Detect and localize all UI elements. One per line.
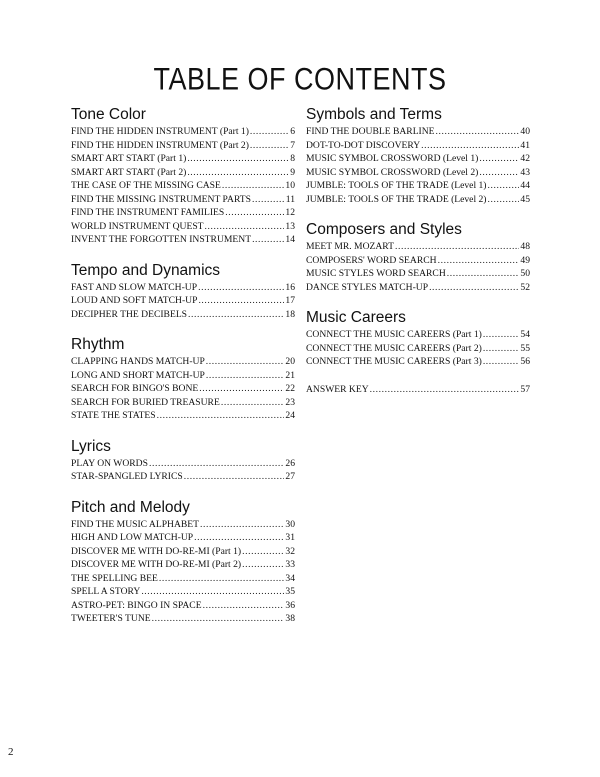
toc-entry xyxy=(71,294,295,308)
toc-section-symbols-and-terms xyxy=(306,104,530,206)
toc-entry-page: 40 xyxy=(520,126,530,137)
toc-entry xyxy=(71,382,295,396)
toc-entry-title: WORLD INSTRUMENT QUEST xyxy=(71,220,204,232)
toc-entry-title: SEARCH FOR BINGO'S BONE xyxy=(71,383,199,394)
toc-entry-page: 32 xyxy=(285,545,295,557)
dot-leader xyxy=(205,369,285,383)
toc-entry xyxy=(306,152,530,166)
dot-leader xyxy=(482,328,520,342)
toc-entry-title: JUMBLE: TOOLS OF THE TRADE (Level 2) xyxy=(306,193,487,205)
toc-entry xyxy=(306,179,530,193)
toc-entry xyxy=(71,531,295,545)
toc-entry xyxy=(71,220,295,234)
toc-entry xyxy=(71,179,295,193)
toc-entry xyxy=(306,139,530,153)
toc-entry-title: FIND THE HIDDEN INSTRUMENT (Part 2) xyxy=(71,139,249,151)
toc-entry-title: THE SPELLING BEE xyxy=(71,572,158,584)
dot-leader xyxy=(394,240,519,254)
section-heading: Tone Color xyxy=(71,106,146,123)
toc-entry xyxy=(71,355,295,369)
toc-entry-title: DANCE STYLES MATCH-UP xyxy=(306,281,429,293)
toc-entry xyxy=(71,281,295,295)
dot-leader xyxy=(220,396,285,410)
toc-entry-page: 50 xyxy=(520,268,530,279)
toc-section-pitch-and-melody xyxy=(71,497,295,626)
toc-entry-title: CONNECT THE MUSIC CAREERS (Part 2) xyxy=(306,342,482,354)
toc-entry-page: 38 xyxy=(285,613,295,624)
dot-leader xyxy=(224,206,284,220)
dot-leader xyxy=(249,139,289,153)
toc-entry xyxy=(71,139,295,153)
dot-leader xyxy=(205,355,285,369)
dot-leader xyxy=(186,152,289,166)
toc-entry xyxy=(71,125,295,139)
dot-leader xyxy=(221,179,285,193)
toc-entry-title: FIND THE MUSIC ALPHABET xyxy=(71,518,200,530)
toc-entry-page: 56 xyxy=(520,356,530,367)
toc-entry xyxy=(71,308,295,322)
dot-leader xyxy=(241,558,284,572)
section-heading: Lyrics xyxy=(71,437,111,455)
dot-leader xyxy=(183,470,285,484)
toc-entry-page: 54 xyxy=(520,329,530,340)
dot-leader xyxy=(202,599,285,613)
toc-entry xyxy=(306,125,530,139)
toc-section-lyrics xyxy=(71,436,295,484)
dot-leader xyxy=(482,355,520,369)
toc-entry-title: SMART ART START (Part 2) xyxy=(71,166,187,178)
toc-entry-page: 35 xyxy=(285,586,295,597)
toc-entry xyxy=(71,206,295,220)
toc-entry-title: JUMBLE: TOOLS OF THE TRADE (Level 1) xyxy=(306,180,487,191)
toc-entry-title: HIGH AND LOW MATCH-UP xyxy=(71,532,194,543)
toc-entry-title: MUSIC SYMBOL CROSSWORD (Level 2) xyxy=(306,166,479,178)
toc-entry xyxy=(71,152,295,166)
toc-entry-title: SPELL A STORY xyxy=(71,586,141,597)
toc-entry-title: FIND THE DOUBLE BARLINE xyxy=(306,126,435,137)
toc-entry-title: TWEETER'S TUNE xyxy=(71,613,151,624)
toc-entry-page: 30 xyxy=(285,518,295,530)
toc-entry-page: 10 xyxy=(285,180,295,191)
toc-entry xyxy=(71,233,295,247)
dot-leader xyxy=(151,612,285,626)
toc-entry-page: 12 xyxy=(285,207,295,218)
toc-entry xyxy=(71,545,295,559)
toc-entry xyxy=(71,599,295,613)
toc-entry xyxy=(306,355,530,369)
toc-entry-page: 20 xyxy=(285,356,295,367)
toc-entry-page: 13 xyxy=(285,220,295,232)
toc-entry xyxy=(71,409,295,423)
toc-entry xyxy=(71,457,295,471)
toc-entry xyxy=(71,585,295,599)
toc-entry xyxy=(71,572,295,586)
dot-leader xyxy=(437,254,520,268)
toc-entry xyxy=(71,558,295,572)
dot-leader xyxy=(187,308,284,322)
toc-right-column xyxy=(306,104,530,396)
toc-entry-page: 9 xyxy=(290,166,295,178)
toc-entry-title: THE CASE OF THE MISSING CASE xyxy=(71,180,221,191)
dot-leader xyxy=(251,233,284,247)
dot-leader xyxy=(428,281,519,295)
dot-leader xyxy=(193,531,284,545)
page-title: TABLE OF CONTENTS xyxy=(153,61,447,97)
dot-leader xyxy=(487,193,520,207)
toc-entry xyxy=(71,369,295,383)
toc-entry xyxy=(306,383,530,397)
toc-entry-title: INVENT THE FORGOTTEN INSTRUMENT xyxy=(71,234,252,245)
toc-entry xyxy=(306,166,530,180)
toc-entry xyxy=(306,342,530,356)
toc-entry-title: CLAPPING HANDS MATCH-UP xyxy=(71,356,205,367)
dot-leader xyxy=(435,125,520,139)
toc-entry-title: MUSIC STYLES WORD SEARCH xyxy=(306,268,446,279)
dot-leader xyxy=(249,125,289,139)
dot-leader xyxy=(156,409,285,423)
toc-entry xyxy=(71,166,295,180)
dot-leader xyxy=(186,166,289,180)
toc-entry xyxy=(71,470,295,484)
toc-entry-title: ASTRO-PET: BINGO IN SPACE xyxy=(71,599,202,611)
toc-entry-page: 42 xyxy=(520,153,530,164)
toc-entry xyxy=(71,612,295,626)
toc-entry-title: SEARCH FOR BURIED TREASURE xyxy=(71,396,220,408)
toc-entry-page: 33 xyxy=(285,559,295,570)
toc-entry xyxy=(306,193,530,207)
toc-entry-title: ANSWER KEY xyxy=(306,383,369,395)
toc-entry-page: 48 xyxy=(520,241,530,252)
toc-entry xyxy=(71,396,295,410)
dot-leader xyxy=(482,342,520,356)
toc-entry xyxy=(306,328,530,342)
dot-leader xyxy=(251,193,285,207)
toc-entry xyxy=(306,254,530,268)
toc-section-composers-and-styles xyxy=(306,219,530,294)
toc-entry-title: SMART ART START (Part 1) xyxy=(71,153,187,164)
toc-entry-page: 11 xyxy=(285,193,295,205)
toc-entry-title: STATE THE STATES xyxy=(71,410,156,421)
toc-entry-page: 41 xyxy=(520,139,530,151)
dot-leader xyxy=(140,585,284,599)
dot-leader xyxy=(420,139,519,153)
dot-leader xyxy=(478,166,519,180)
toc-entry-page: 27 xyxy=(285,471,295,482)
toc-entry-page: 26 xyxy=(285,457,295,469)
toc-entry-page: 44 xyxy=(520,180,530,191)
section-heading: Music Careers xyxy=(306,309,406,326)
dot-leader xyxy=(487,179,520,193)
dot-leader xyxy=(446,267,520,281)
dot-leader xyxy=(158,572,285,586)
toc-entry-page: 21 xyxy=(285,369,295,381)
toc-section-music-careers xyxy=(306,307,530,369)
dot-leader xyxy=(197,294,284,308)
toc-entry xyxy=(71,193,295,207)
dot-leader xyxy=(199,518,284,532)
dot-leader xyxy=(198,382,284,396)
toc-entry-page: 18 xyxy=(285,308,295,320)
toc-entry-title: CONNECT THE MUSIC CAREERS (Part 1) xyxy=(306,329,482,340)
toc-entry-page: 55 xyxy=(520,342,530,354)
toc-entry-page: 43 xyxy=(520,166,530,178)
section-heading: Rhythm xyxy=(71,336,125,353)
toc-entry-page: 57 xyxy=(520,383,530,395)
toc-entry xyxy=(306,240,530,254)
toc-entry-page: 14 xyxy=(285,234,295,245)
dot-leader xyxy=(369,383,520,397)
dot-leader xyxy=(478,152,519,166)
toc-entry-page: 34 xyxy=(285,572,295,584)
toc-entry-title: FIND THE INSTRUMENT FAMILIES xyxy=(71,207,225,218)
toc-entry-page: 16 xyxy=(285,281,295,293)
toc-entry-title: DECIPHER THE DECIBELS xyxy=(71,308,188,320)
dot-leader xyxy=(197,281,284,295)
toc-entry-title: DISCOVER ME WITH DO-RE-MI (Part 2) xyxy=(71,559,242,570)
toc-entry-title: MUSIC SYMBOL CROSSWORD (Level 1) xyxy=(306,153,479,164)
toc-entry-title: MEET MR. MOZART xyxy=(306,241,394,252)
toc-left-column xyxy=(71,104,295,626)
toc-entry-title: FIND THE MISSING INSTRUMENT PARTS xyxy=(71,193,251,205)
toc-entry-page: 17 xyxy=(285,295,295,306)
toc-entry-page: 31 xyxy=(285,532,295,543)
toc-entry-title: DOT-TO-DOT DISCOVERY xyxy=(306,139,421,151)
toc-entry-title: LONG AND SHORT MATCH-UP xyxy=(71,369,205,381)
toc-answer-key xyxy=(306,383,530,397)
section-heading: Symbols and Terms xyxy=(306,106,442,123)
toc-section-tempo-and-dynamics xyxy=(71,260,295,322)
toc-entry xyxy=(71,518,295,532)
toc-entry-title: DISCOVER ME WITH DO-RE-MI (Part 1) xyxy=(71,545,242,557)
section-heading: Tempo and Dynamics xyxy=(71,261,221,279)
section-heading: Composers and Styles xyxy=(306,221,462,238)
toc-entry-title: STAR-SPANGLED LYRICS xyxy=(71,471,183,482)
toc-entry-page: 6 xyxy=(290,126,295,137)
toc-entry-page: 23 xyxy=(285,396,295,408)
toc-entry xyxy=(306,267,530,281)
page-number: 2 xyxy=(8,746,14,758)
toc-entry-page: 52 xyxy=(520,281,530,293)
dot-leader xyxy=(204,220,285,234)
toc-entry-title: FAST AND SLOW MATCH-UP xyxy=(71,281,198,293)
section-heading: Pitch and Melody xyxy=(71,498,190,516)
toc-entry-page: 36 xyxy=(285,599,295,611)
toc-entry-page: 7 xyxy=(290,139,295,151)
toc-entry-title: PLAY ON WORDS xyxy=(71,457,148,469)
toc-entry-title: CONNECT THE MUSIC CAREERS (Part 3) xyxy=(306,356,482,367)
toc-entry-page: 45 xyxy=(520,193,530,205)
toc-entry xyxy=(306,281,530,295)
toc-section-tone-color xyxy=(71,104,295,247)
dot-leader xyxy=(241,545,284,559)
toc-entry-title: COMPOSERS' WORD SEARCH xyxy=(306,254,437,266)
toc-entry-title: FIND THE HIDDEN INSTRUMENT (Part 1) xyxy=(71,126,249,137)
dot-leader xyxy=(148,457,284,471)
toc-entry-page: 24 xyxy=(285,410,295,421)
toc-entry-title: LOUD AND SOFT MATCH-UP xyxy=(71,295,198,306)
toc-section-rhythm xyxy=(71,334,295,423)
toc-entry-page: 8 xyxy=(290,153,295,164)
toc-entry-page: 22 xyxy=(285,383,295,394)
toc-entry-page: 49 xyxy=(520,254,530,266)
